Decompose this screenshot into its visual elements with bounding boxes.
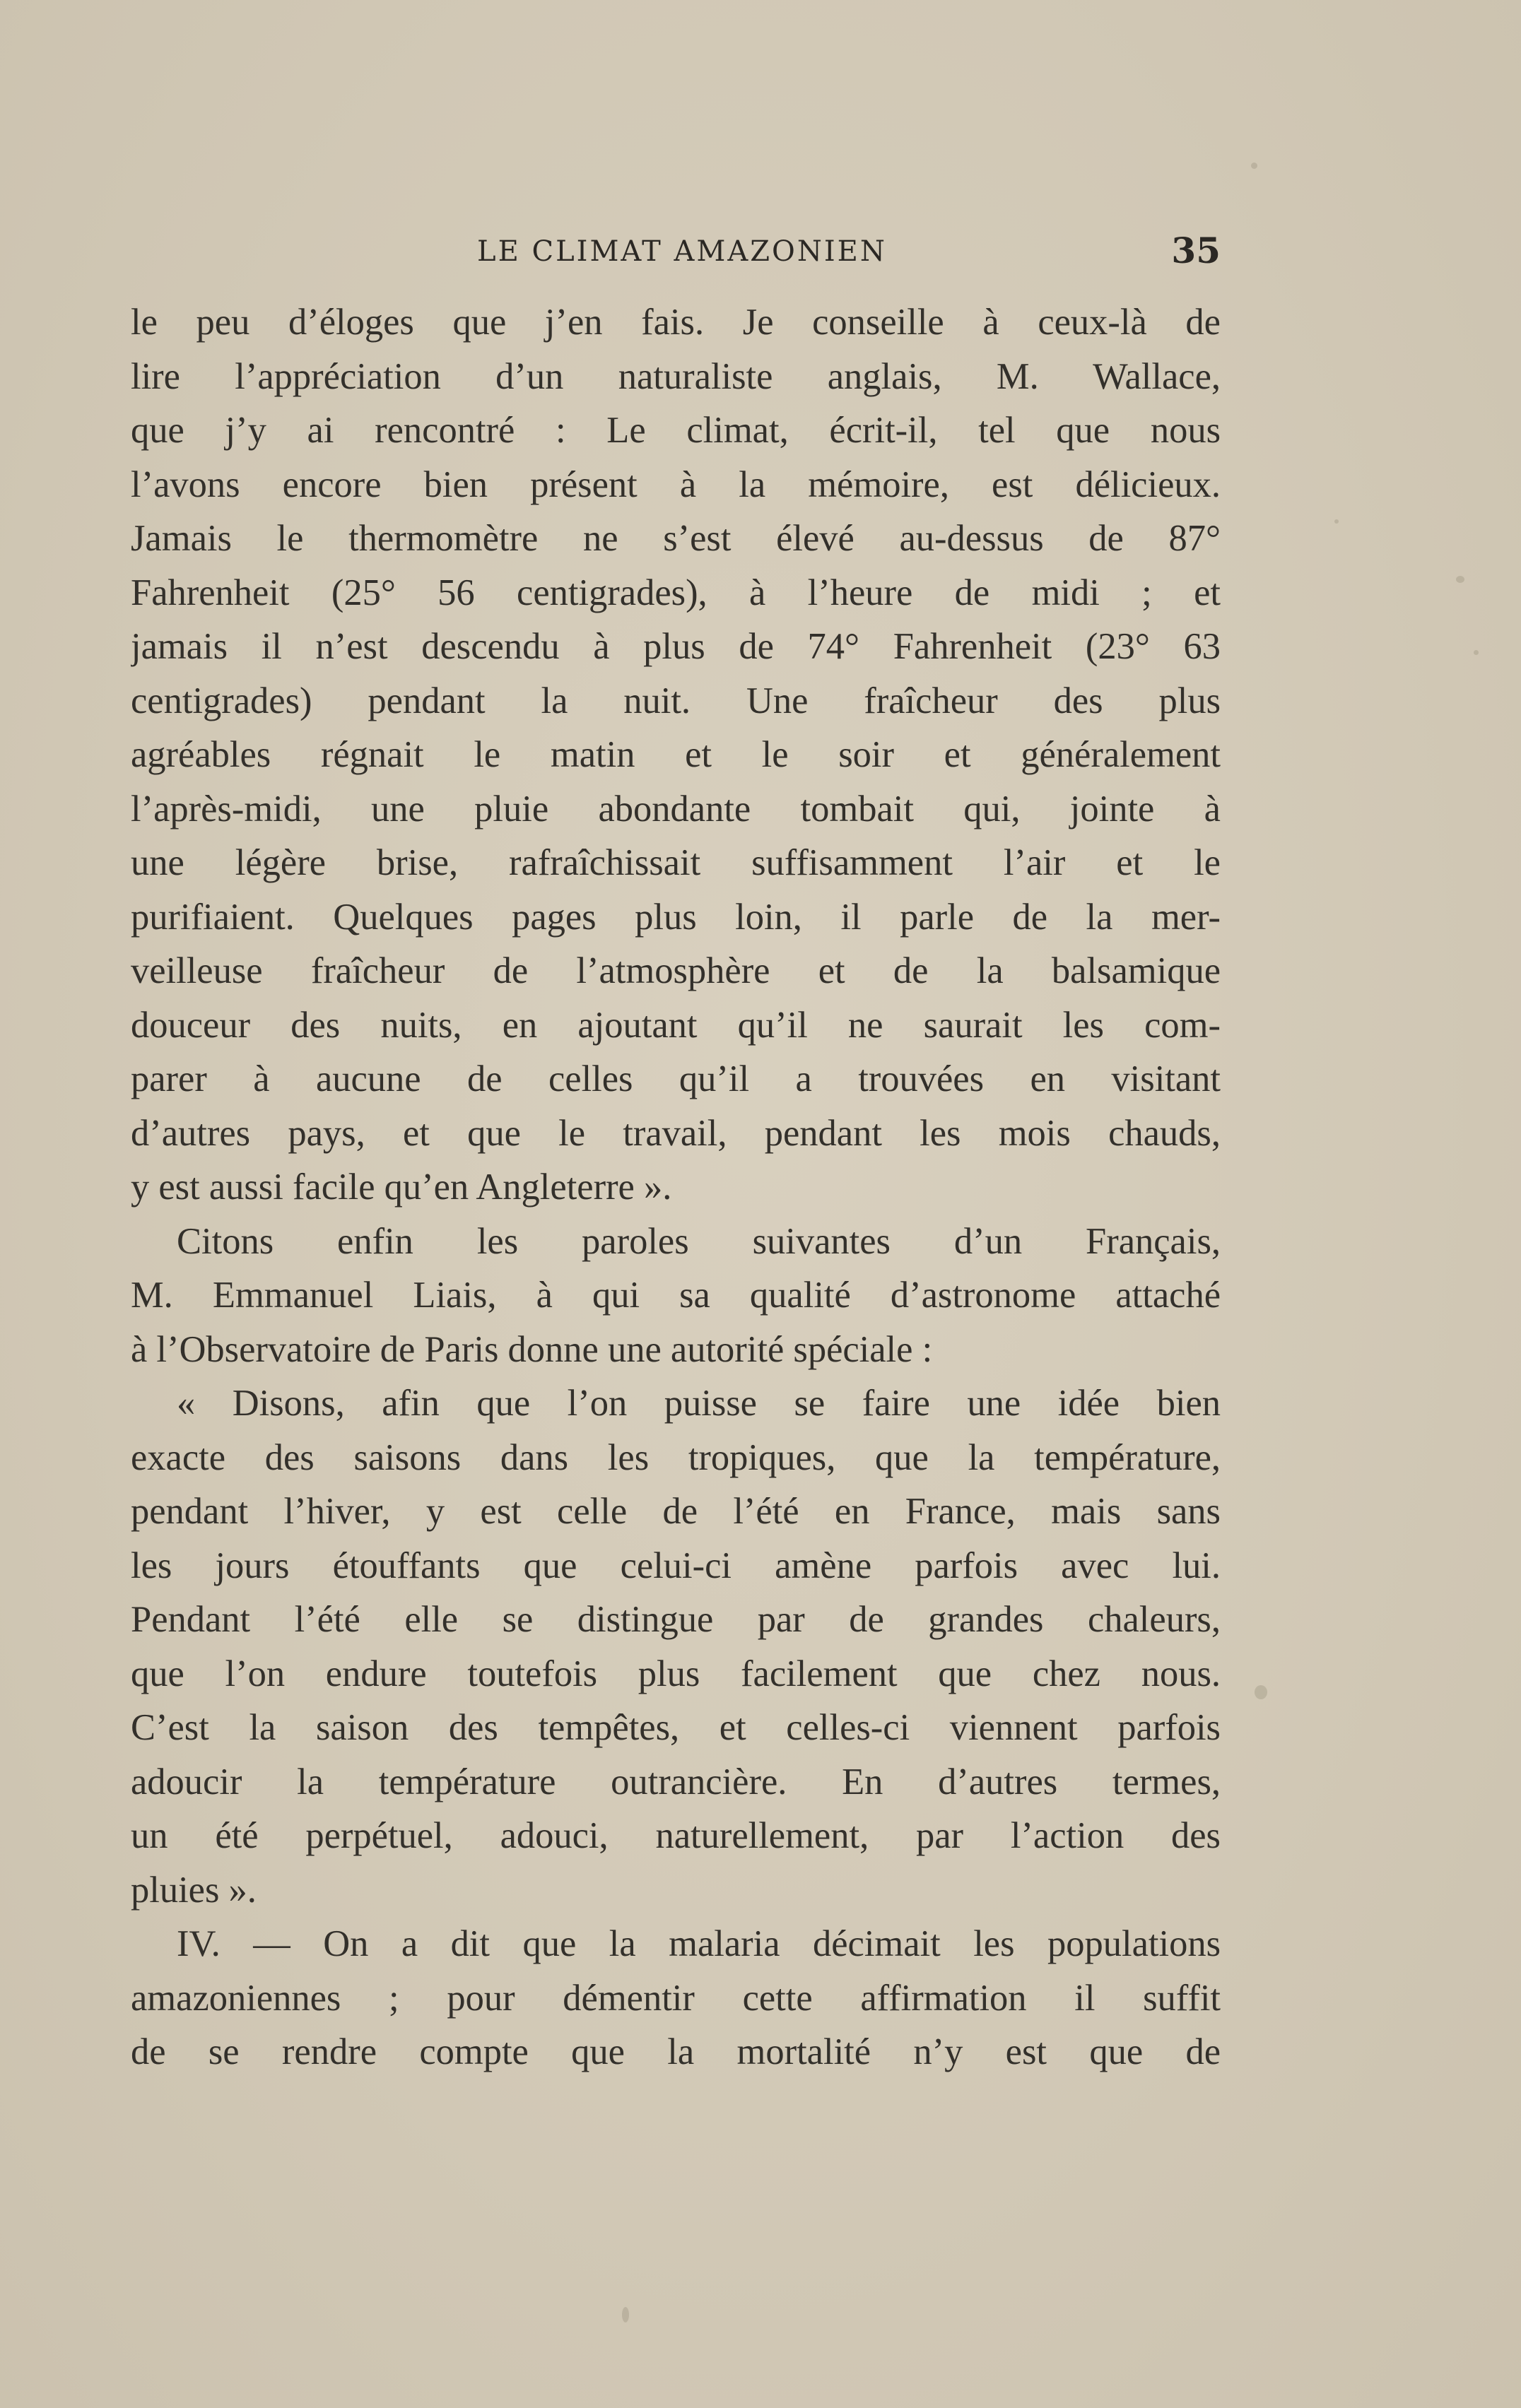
text-line: Jamais le thermomètre ne s’est élevé au-dessus de 87° [131, 518, 1221, 559]
paper-speck [1251, 163, 1257, 169]
text-line: de se rendre compte que la mortalité n’y est que de [131, 2031, 1221, 2072]
text-line: jamais il n’est descendu à plus de 74° Fahrenheit (23° 63 [131, 626, 1221, 667]
paper-speck [1474, 650, 1479, 655]
text-line: l’avons encore bien présent à la mémoire, est délicieux. [131, 464, 1221, 505]
text-line: purifiaient. Quelques pages plus loin, il parle de la mer- [131, 896, 1221, 938]
paper-speck [1255, 1685, 1267, 1699]
text-line: C’est la saison des tempêtes, et celles-ci viennent parfois [131, 1707, 1221, 1748]
text-line: Fahrenheit (25° 56 centigrades), à l’heure de midi ; et [131, 572, 1221, 613]
text-line: y est aussi facile qu’en Angleterre ». [131, 1167, 672, 1208]
page-number: 35 [1171, 230, 1221, 271]
running-head [131, 230, 1221, 272]
text-line: douceur des nuits, en ajoutant qu’il ne saurait les com- [131, 1004, 1221, 1046]
text-line: veilleuse fraîcheur de l’atmosphère et de la balsamique [131, 950, 1221, 991]
paper-speck [1334, 519, 1339, 524]
paper-speck [1456, 576, 1464, 583]
body-text [131, 295, 1221, 2079]
text-line: les jours étouffants que celui-ci amène parfois avec lui. [131, 1545, 1221, 1586]
text-line: que l’on endure toutefois plus facilement que chez nous. [131, 1653, 1221, 1694]
text-line: IV. — On a dit que la malaria décimait les populations [177, 1923, 1221, 1964]
text-line: Citons enfin les paroles suivantes d’un Français, [177, 1220, 1221, 1262]
paper-speck [622, 2307, 629, 2323]
text-line: lire l’appréciation d’un naturaliste anglais, M. Wallace, [131, 355, 1221, 397]
text-line: « Disons, afin que l’on puisse se faire une idée bien [177, 1383, 1221, 1424]
text-line: le peu d’éloges que j’en fais. Je conseille à ceux-là de [131, 302, 1221, 343]
text-line: agréables régnait le matin et le soir et généralement [131, 734, 1221, 775]
text-line: M. Emmanuel Liais, à qui sa qualité d’astronome attaché [131, 1275, 1221, 1316]
text-line: parer à aucune de celles qu’il a trouvées en visitant [131, 1058, 1221, 1099]
running-title: LE CLIMAT AMAZONIEN [477, 235, 887, 268]
text-line: amazoniennes ; pour démentir cette affirmation il suffit [131, 1977, 1221, 2019]
text-line: que j’y ai rencontré : Le climat, écrit-il, tel que nous [131, 410, 1221, 451]
text-line: à l’Observatoire de Paris donne une autorité spéciale : [131, 1328, 933, 1370]
text-line: pluies ». [131, 1869, 257, 1911]
text-line: centigrades) pendant la nuit. Une fraîcheur des plus [131, 680, 1221, 721]
text-line: pendant l’hiver, y est celle de l’été en France, mais sans [131, 1491, 1221, 1532]
text-line: l’après-midi, une pluie abondante tombait qui, jointe à [131, 788, 1221, 830]
text-line: adoucir la température outrancière. En d’autres termes, [131, 1761, 1221, 1802]
text-line: un été perpétuel, adouci, naturellement, par l’action des [131, 1815, 1221, 1856]
text-line: exacte des saisons dans les tropiques, que la température, [131, 1436, 1221, 1478]
text-line: Pendant l’été elle se distingue par de grandes chaleurs, [131, 1599, 1221, 1640]
text-line: d’autres pays, et que le travail, pendant les mois chauds, [131, 1112, 1221, 1154]
text-line: une légère brise, rafraîchissait suffisamment l’air et le [131, 842, 1221, 883]
